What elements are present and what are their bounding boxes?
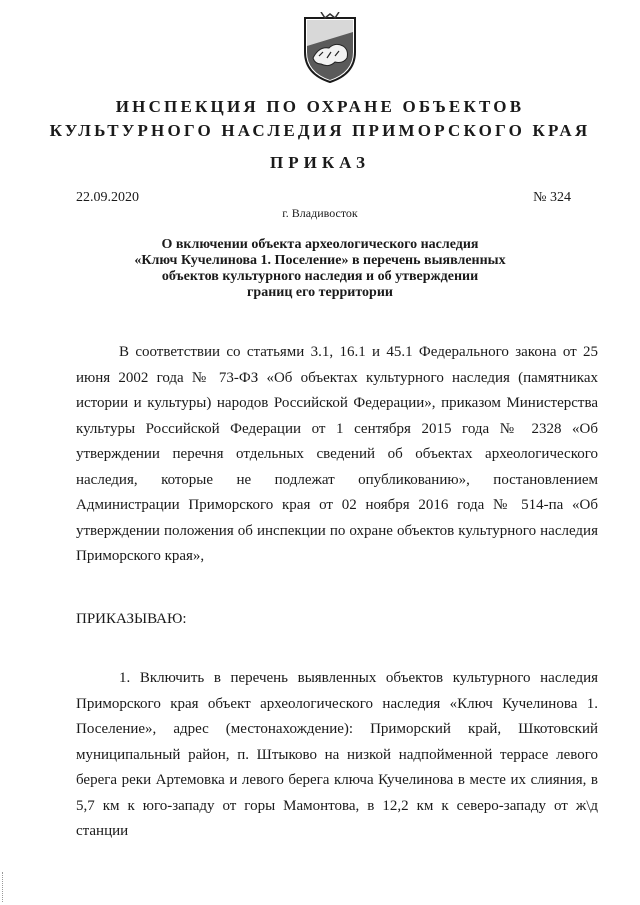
scan-edge-marks	[2, 872, 6, 902]
document-date: 22.09.2020	[76, 190, 139, 205]
subject-line: границ его территории	[247, 285, 393, 300]
document-subject	[110, 237, 530, 301]
preamble-paragraph: В соответствии со статьями 3.1, 16.1 и 45.1 Федерального закона от 25 июня 2002 года № 73-ФЗ «Об объектах культурного наследия (памятниках истории и культуры) народов Российской Федерации», приказом Министерства культуры Российской Федерации от 1 сентября 2015 года № 2328 «Об утверждении перечня отдельных сведений об объектах археологического наследия, которые не подлежат опубликованию», постановлением Администрации Приморского края от 02 ноября 2016 года № 514-па «Об утверждении положения об инспекции по охране объектов культурного наследия Приморского края»,	[76, 344, 598, 564]
document-city: г. Владивосток	[282, 206, 358, 220]
directive-heading: ПРИКАЗЫВАЮ:	[76, 611, 187, 627]
subject-line: объектов культурного наследия и об утверждении	[161, 269, 479, 284]
document-type: ПРИКАЗ	[270, 153, 370, 172]
document-number: № 324	[533, 190, 571, 205]
coat-of-arms-icon	[299, 12, 361, 84]
organization-name-line1: ИНСПЕКЦИЯ ПО ОХРАНЕ ОБЪЕКТОВ	[115, 97, 525, 116]
organization-name-line2: КУЛЬТУРНОГО НАСЛЕДИЯ ПРИМОРСКОГО КРАЯ	[49, 121, 591, 140]
subject-line: «Ключ Кучелинова 1. Поселение» в перечень выявленных	[134, 253, 506, 268]
subject-line: О включении объекта археологического наследия	[161, 237, 479, 252]
clause-1-paragraph: 1. Включить в перечень выявленных объектов культурного наследия Приморского края объект археологического наследия «Ключ Кучелинова 1. Поселение», адрес (местонахождение): Приморский край, Шкотовский муниципальный район, п. Штыково на низкой надпойменной террасе левого берега реки Артемовка и левого берега ключа Кучелинова в месте их слияния, в 5,7 км к юго-западу от горы Мамонтова, в 12,2 км к северо-западу от ж\д станции	[76, 670, 598, 839]
